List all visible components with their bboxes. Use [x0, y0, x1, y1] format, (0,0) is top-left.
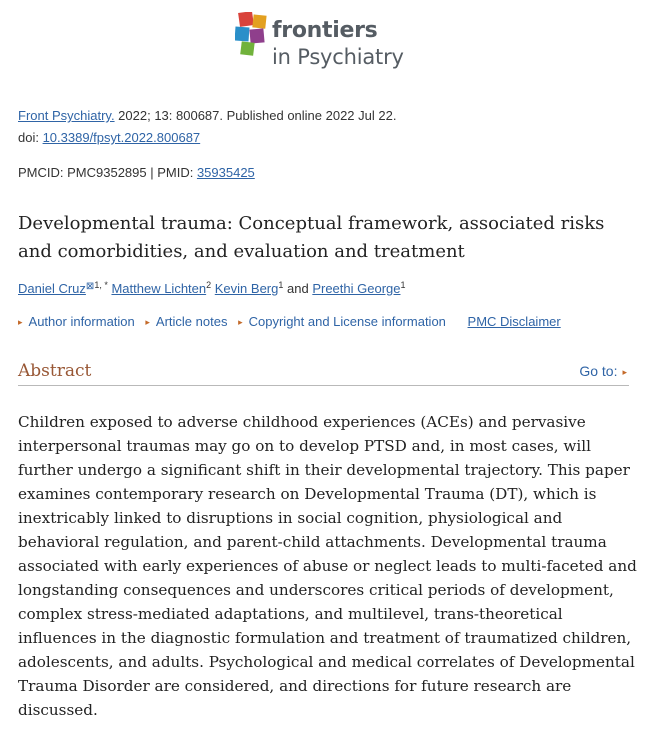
article-ids [18, 164, 255, 182]
abstract-heading: Abstract [18, 361, 92, 381]
author-affiliation: 1 [400, 280, 406, 290]
article-info-row [18, 313, 561, 331]
frontiers-logo-icon [235, 12, 271, 56]
triangle-right-icon: ▸ [622, 367, 627, 377]
triangle-right-icon: ▸ [238, 317, 243, 327]
author-link[interactable]: Kevin Berg [214, 281, 279, 296]
author-affiliation: 2 [206, 280, 212, 290]
citation [18, 105, 396, 149]
doi-label: doi: [18, 130, 43, 145]
copyright-label: Copyright and License information [248, 314, 446, 329]
logo-name: frontiers [272, 18, 378, 43]
citation-line [18, 105, 396, 127]
abstract-text: Children exposed to adverse childhood experiences (ACEs) and pervasive interpersonal traumas may go on to develop PTSD and, in most cases, will further undergo a significant shift in their developmental trajectory. This paper examines contemporary research on Developmental Trauma (DT), which is inextricably linked to disruptions in social cognition, physiological and behavioral regulation, and parent-child attachments. Developmental trauma associated with early experiences of abuse or neglect leads to multi-faceted and longstanding consequences and underscores critical periods of development, complex stress-mediated adaptations, and multilevel, trans-theoretical influences in the diagnostic formulation and treatment of traumatized children, adolescents, and adults. Psychological and medical correlates of Developmental Trauma Disorder are considered, and directions for future research are discussed. [18, 413, 637, 719]
article-notes-toggle[interactable] [145, 314, 227, 329]
goto-label: Go to: [579, 363, 618, 379]
author-link[interactable]: Matthew Lichten [111, 281, 207, 296]
pmcid-text: PMCID: PMC9352895 | PMID: [18, 165, 197, 180]
author-link[interactable]: Daniel Cruz [18, 281, 86, 296]
pmc-disclaimer-link[interactable]: PMC Disclaimer [467, 314, 561, 329]
doi-link[interactable]: 10.3389/fpsyt.2022.800687 [42, 130, 201, 145]
corresponding-author-icon[interactable]: ⊠ [85, 281, 95, 292]
journal-link[interactable]: Front Psychiatry. [18, 108, 115, 123]
author-information-label: Author information [28, 314, 135, 329]
logo-journal: in Psychiatry [272, 45, 404, 69]
copyright-toggle[interactable] [238, 314, 446, 329]
triangle-right-icon: ▸ [18, 317, 23, 327]
author-affiliation: 1, * [94, 280, 108, 290]
author-list [18, 277, 406, 299]
authors-and: and [287, 281, 309, 296]
author-affiliation: 1 [278, 280, 284, 290]
author-information-toggle[interactable] [18, 314, 135, 329]
doi-line [18, 127, 396, 149]
abstract-header [18, 359, 629, 386]
article-title: Developmental trauma: Conceptual framework, associated risks and comorbidities, and evaluation and treatment [18, 213, 605, 262]
triangle-right-icon: ▸ [145, 317, 150, 327]
journal-logo[interactable] [235, 10, 425, 74]
pmid-link[interactable]: 35935425 [196, 165, 255, 180]
article-notes-label: Article notes [155, 314, 228, 329]
citation-details: 2022; 13: 800687. Published online 2022 Jul 22. [114, 108, 397, 123]
goto-menu[interactable] [579, 363, 627, 379]
author-link[interactable]: Preethi George [312, 281, 401, 296]
